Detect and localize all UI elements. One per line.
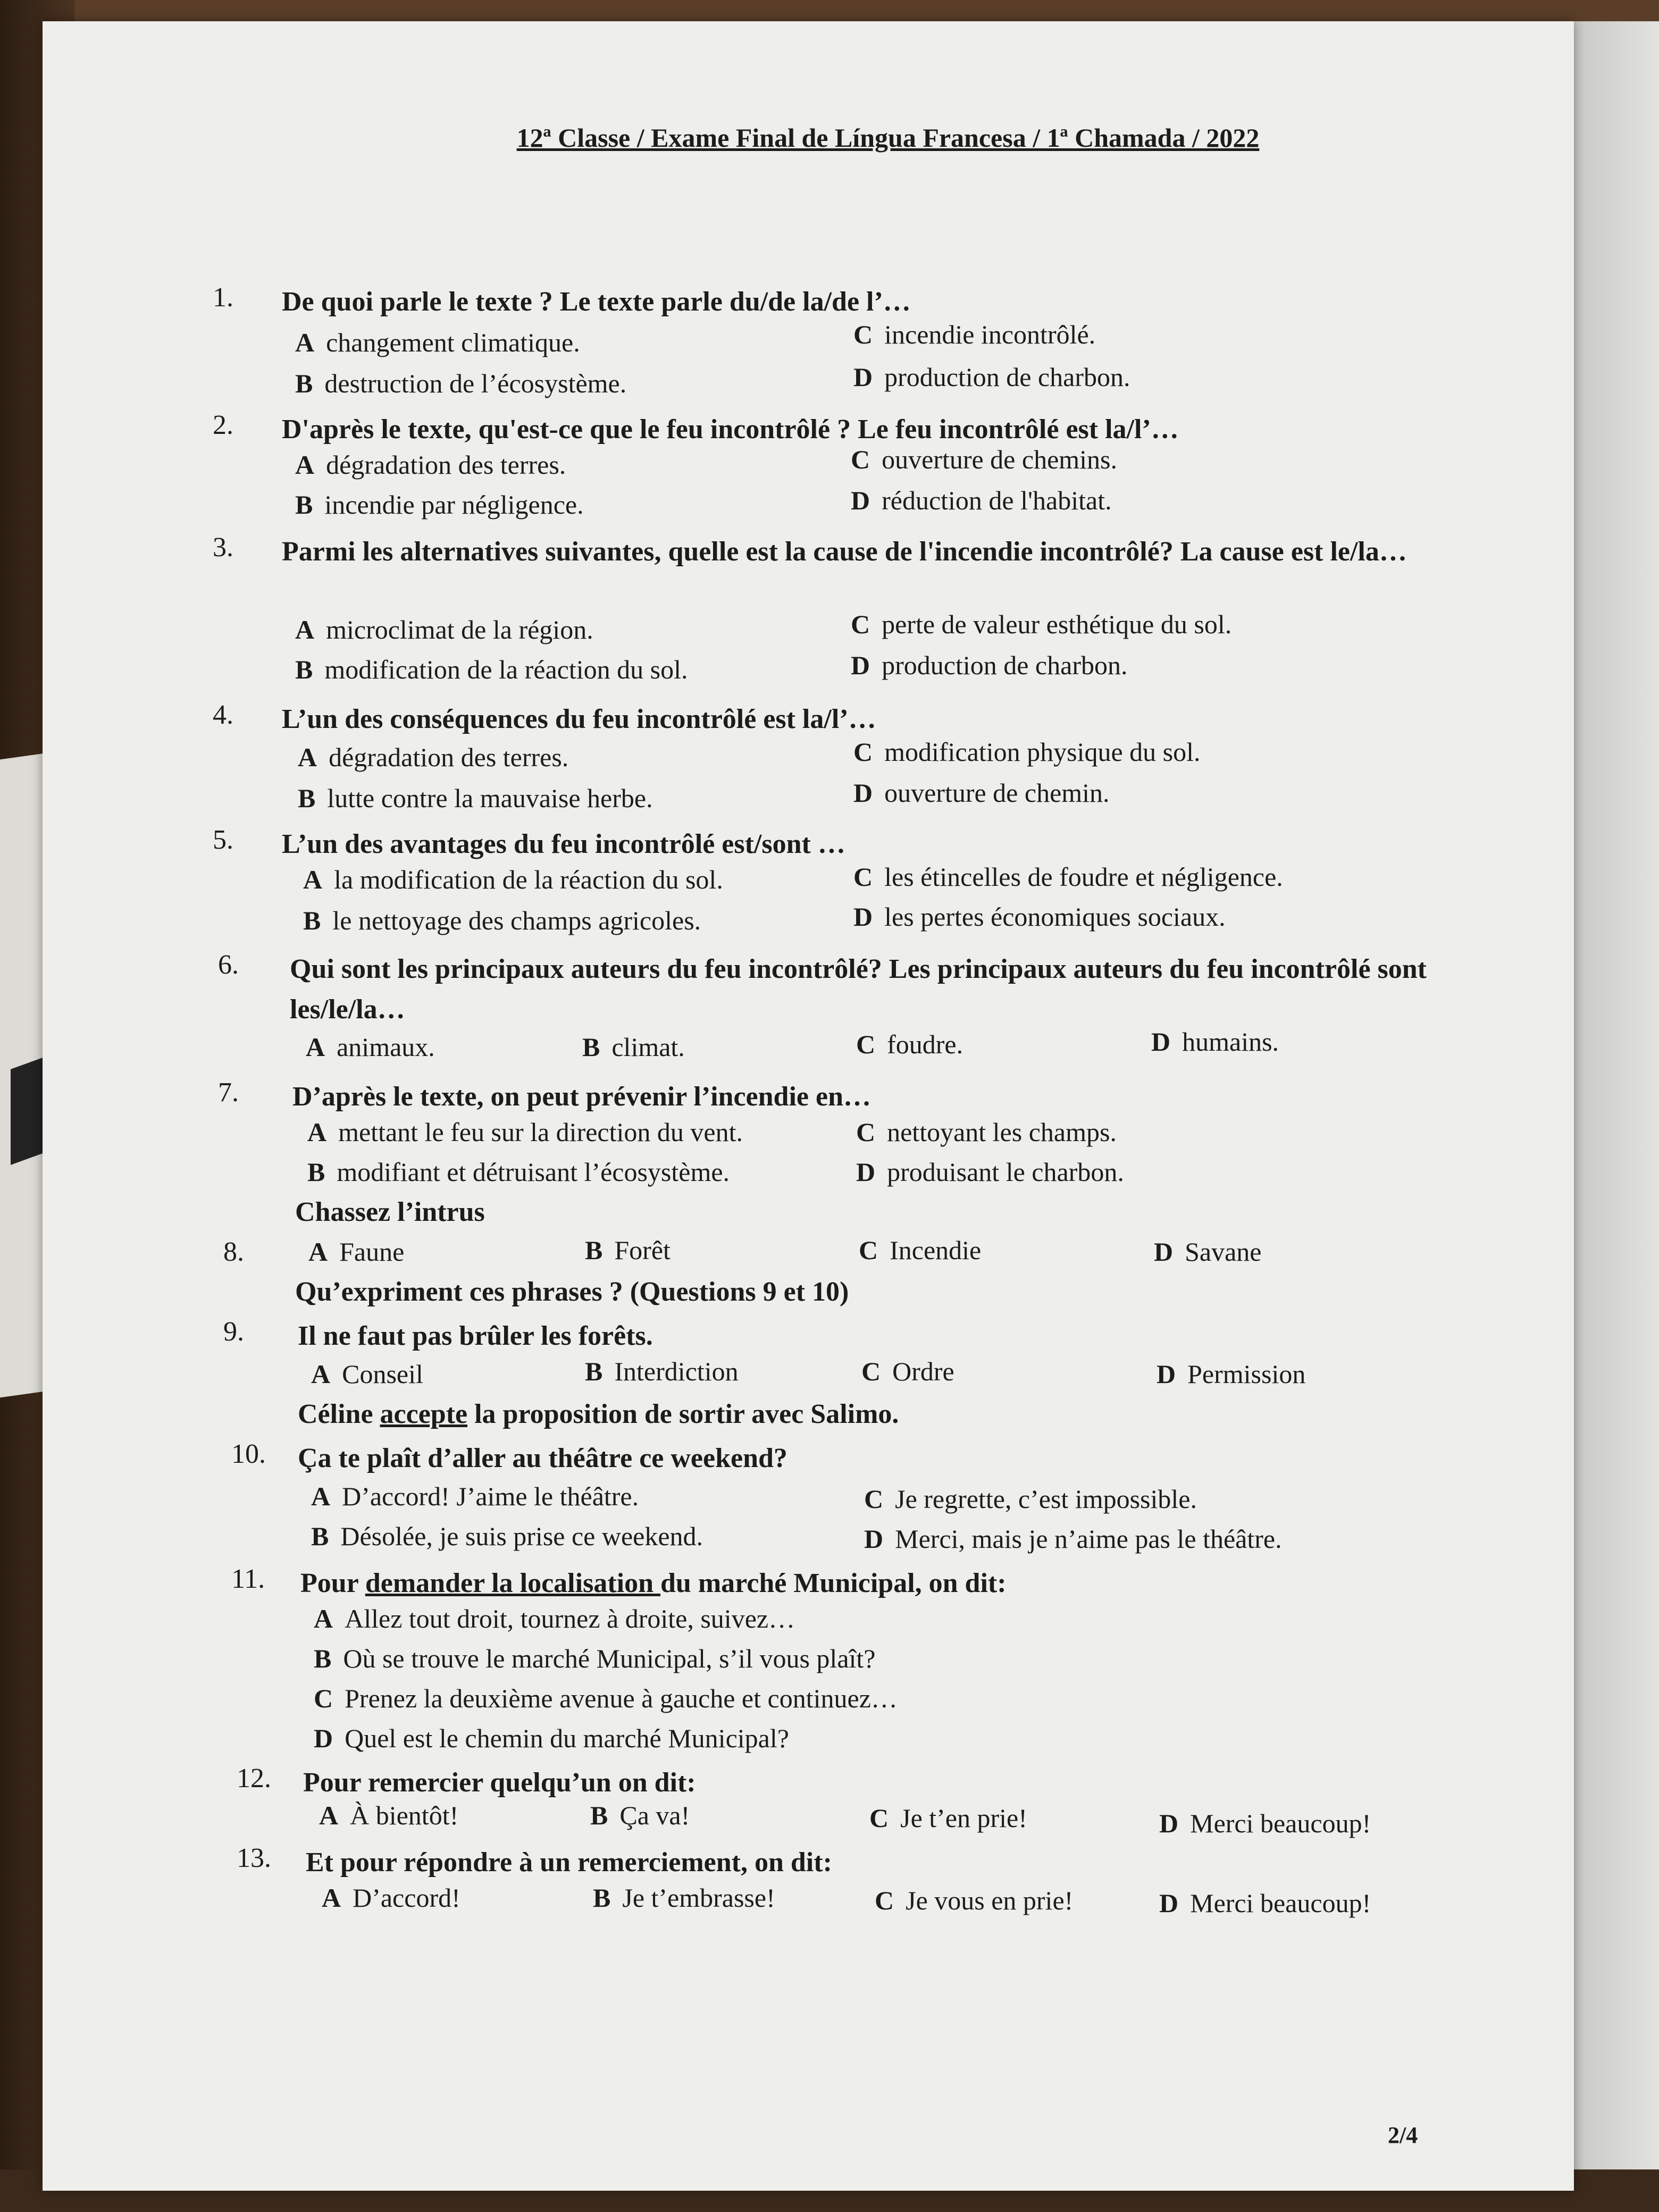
question-number: 3.	[213, 532, 233, 563]
option-d	[1154, 1236, 1262, 1267]
option-letter: B	[295, 368, 313, 398]
option-text: dégradation des terres.	[329, 742, 569, 772]
option-d	[853, 777, 1110, 808]
option-letter: C	[853, 737, 873, 767]
question-text: D'après le texte, qu'est-ce que le feu incontrôlé ? Le feu incontrôlé est la/l’…	[282, 414, 1179, 445]
option-text: humains.	[1182, 1027, 1279, 1057]
heading-part: Céline	[298, 1399, 380, 1429]
option-c	[859, 1235, 981, 1266]
option-text: Interdiction	[614, 1356, 739, 1386]
option-a	[311, 1359, 423, 1389]
option-a	[308, 1236, 404, 1267]
option-c	[864, 1484, 1197, 1514]
section-heading-celine	[298, 1398, 899, 1430]
question-number: 2.	[213, 410, 233, 440]
section-heading-intrus: Chassez l’intrus	[295, 1197, 485, 1227]
option-letter: C	[851, 609, 870, 639]
option-letter: C	[861, 1356, 881, 1386]
option-letter: D	[314, 1723, 333, 1753]
option-c	[875, 1885, 1073, 1916]
option-letter: B	[593, 1883, 611, 1913]
option-letter: D	[851, 485, 870, 515]
option-a	[298, 742, 568, 773]
option-text: Merci beaucoup!	[1190, 1808, 1371, 1838]
question-text: L’un des avantages du feu incontrôlé est/sont …	[282, 829, 845, 859]
option-letter: D	[1157, 1359, 1176, 1389]
option-b	[298, 783, 653, 814]
option-text: perte de valeur esthétique du sol.	[882, 609, 1232, 639]
option-d	[1159, 1808, 1371, 1839]
option-letter: B	[585, 1356, 603, 1386]
option-c	[853, 319, 1095, 350]
option-letter: A	[311, 1359, 331, 1389]
option-d	[864, 1523, 1282, 1554]
option-text: Forêt	[614, 1235, 671, 1265]
question-number: 13.	[237, 1843, 271, 1873]
option-text: Ça va!	[619, 1800, 690, 1830]
option-text: animaux.	[337, 1032, 435, 1062]
option-text: ouverture de chemin.	[884, 778, 1110, 808]
option-letter: A	[295, 615, 315, 644]
option-text: modifiant et détruisant l’écosystème.	[337, 1157, 730, 1187]
option-letter: B	[314, 1644, 332, 1673]
option-a	[295, 449, 566, 480]
question-number: 1.	[213, 282, 233, 313]
option-a	[322, 1882, 460, 1913]
background-mark	[11, 1058, 43, 1165]
option-letter: B	[585, 1235, 603, 1265]
option-text: Permission	[1187, 1359, 1306, 1389]
question-text: Qui sont les principaux auteurs du feu incontrôlé? Les principaux auteurs du feu incontrôlé sont les/le/la…	[290, 954, 1427, 1025]
option-letter: C	[864, 1484, 884, 1514]
option-letter: D	[853, 902, 873, 932]
option-text: changement climatique.	[326, 328, 580, 357]
option-b	[295, 489, 584, 520]
option-letter: A	[306, 1032, 325, 1062]
option-text: incendie par négligence.	[324, 490, 584, 520]
option-b	[295, 368, 626, 399]
option-text: Je regrette, c’est impossible.	[895, 1484, 1197, 1514]
question-number: 5.	[213, 825, 233, 855]
option-c	[869, 1803, 1027, 1833]
option-letter: A	[308, 1237, 328, 1267]
option-a	[311, 1481, 639, 1512]
option-letter: B	[303, 906, 321, 935]
option-text: la modification de la réaction du sol.	[334, 865, 723, 894]
option-d	[853, 901, 1226, 932]
adjacent-page	[1574, 21, 1659, 2201]
option-letter: B	[582, 1032, 600, 1062]
option-text: incendie incontrôlé.	[884, 320, 1096, 349]
option-d	[1159, 1888, 1371, 1918]
question-text: Il ne faut pas brûler les forêts.	[298, 1321, 653, 1351]
heading-part: la proposition de sortir avec Salimo.	[467, 1399, 899, 1429]
option-letter: C	[875, 1886, 894, 1915]
option-letter: A	[322, 1883, 341, 1913]
question-text: De quoi parle le texte ? Le texte parle du/de la/de l’…	[282, 287, 911, 317]
section-heading-phrases: Qu’expriment ces phrases ? (Questions 9 et 10)	[295, 1277, 849, 1307]
question-text-part: Pour	[300, 1568, 365, 1598]
question-text: L’un des conséquences du feu incontrôlé est la/l’…	[282, 704, 876, 734]
option-a	[306, 1032, 435, 1062]
option-letter: D	[853, 778, 873, 808]
option-text: Je t’en prie!	[900, 1803, 1027, 1833]
question-text: Pour remercier quelqu’un on dit:	[303, 1767, 696, 1798]
option-text: Prenez la deuxième avenue à gauche et continuez…	[345, 1683, 898, 1713]
option-letter: D	[864, 1524, 884, 1554]
option-text: modification de la réaction du sol.	[324, 655, 688, 684]
question-number: 10.	[231, 1439, 266, 1469]
option-text: modification physique du sol.	[884, 737, 1201, 767]
option-b	[311, 1521, 703, 1552]
option-letter: B	[298, 783, 316, 813]
option-letter: D	[1159, 1808, 1179, 1838]
option-c	[851, 609, 1231, 640]
option-text: production de charbon.	[884, 362, 1130, 392]
question-number: 11.	[231, 1564, 265, 1594]
option-letter: C	[869, 1803, 889, 1833]
option-text: Merci beaucoup!	[1190, 1888, 1371, 1918]
option-b	[582, 1032, 685, 1062]
option-letter: B	[295, 655, 313, 684]
option-letter: A	[307, 1117, 327, 1147]
option-text: Où se trouve le marché Municipal, s’il vous plaît?	[343, 1644, 876, 1673]
question-number: 4.	[213, 700, 233, 730]
option-d	[856, 1157, 1124, 1187]
option-text: nettoyant les champs.	[887, 1117, 1117, 1147]
option-d	[851, 485, 1112, 516]
option-letter: B	[590, 1800, 608, 1830]
option-letter: A	[314, 1604, 333, 1633]
option-letter: D	[1154, 1237, 1174, 1267]
option-text: Merci, mais je n’aime pas le théâtre.	[895, 1524, 1282, 1554]
option-d	[314, 1723, 789, 1754]
option-text: Je t’embrasse!	[622, 1883, 775, 1913]
option-text: foudre.	[887, 1029, 963, 1059]
option-b	[295, 654, 688, 685]
option-text: Je vous en prie!	[906, 1886, 1074, 1915]
option-text: Quel est le chemin du marché Municipal?	[345, 1723, 789, 1753]
option-letter: A	[319, 1800, 339, 1830]
question-number: 8.	[223, 1237, 244, 1267]
option-b	[585, 1235, 671, 1266]
option-letter: A	[311, 1481, 331, 1511]
exam-title: 12ª Classe / Exame Final de Língua Francesa / 1ª Chamada / 2022	[516, 123, 1260, 153]
option-letter: D	[1151, 1027, 1171, 1057]
option-text: réduction de l'habitat.	[882, 485, 1112, 515]
option-b	[307, 1157, 730, 1187]
option-text: climat.	[611, 1032, 685, 1062]
heading-underlined: accepte	[380, 1399, 468, 1429]
option-text: le nettoyage des champs agricoles.	[332, 906, 701, 935]
option-d	[853, 362, 1130, 392]
option-letter: C	[856, 1029, 876, 1059]
option-text: D’accord!	[353, 1883, 460, 1913]
option-a	[303, 864, 723, 895]
option-b	[585, 1356, 739, 1387]
option-letter: A	[298, 742, 317, 772]
option-letter: A	[303, 865, 323, 894]
option-b	[590, 1800, 690, 1831]
option-text: microclimat de la région.	[326, 615, 593, 644]
option-letter: B	[295, 490, 313, 520]
option-text: Conseil	[342, 1359, 423, 1389]
option-d	[851, 650, 1127, 681]
option-d	[1157, 1359, 1305, 1389]
question-text: D’après le texte, on peut prévenir l’incendie en…	[292, 1082, 871, 1112]
option-letter: D	[851, 650, 870, 680]
question-number: 6.	[218, 950, 239, 980]
option-a	[314, 1603, 795, 1634]
option-a	[319, 1800, 458, 1831]
option-letter: C	[851, 445, 870, 474]
option-letter: C	[856, 1117, 876, 1147]
option-text: destruction de l’écosystème.	[324, 368, 627, 398]
option-text: Incendie	[890, 1235, 982, 1265]
option-letter: A	[295, 328, 315, 357]
option-letter: C	[853, 862, 873, 892]
option-text: lutte contre la mauvaise herbe.	[327, 783, 653, 813]
option-text: Ordre	[892, 1356, 954, 1386]
option-letter: B	[311, 1521, 329, 1551]
option-b	[303, 905, 701, 936]
option-c	[853, 861, 1283, 892]
option-letter: D	[856, 1157, 876, 1187]
question-number: 7.	[218, 1077, 239, 1108]
option-c	[856, 1029, 963, 1060]
option-text: Allez tout droit, tournez à droite, suivez…	[345, 1604, 795, 1633]
exam-page	[43, 21, 1574, 2191]
option-letter: D	[853, 362, 873, 392]
question-text: Parmi les alternatives suivantes, quelle est la cause de l'incendie incontrôlé? La cause est le/la…	[282, 537, 1407, 567]
option-a	[307, 1117, 743, 1147]
option-c	[856, 1117, 1117, 1147]
question-text: Ça te plaît d’aller au théâtre ce weekend?	[298, 1443, 787, 1473]
option-a	[295, 327, 580, 358]
option-letter: C	[853, 320, 873, 349]
question-text	[300, 1563, 1470, 1604]
option-text: D’accord! J’aime le théâtre.	[342, 1481, 639, 1511]
option-text: dégradation des terres.	[326, 450, 566, 480]
page-number: 2/4	[1388, 2122, 1418, 2148]
option-text: produisant le charbon.	[887, 1157, 1124, 1187]
option-text: ouverture de chemins.	[882, 445, 1118, 474]
question-number: 9.	[223, 1317, 244, 1347]
option-letter: B	[307, 1157, 325, 1187]
option-c	[851, 444, 1117, 475]
option-letter: D	[1159, 1888, 1179, 1918]
question-text-underlined: demander la localisation	[365, 1568, 660, 1598]
option-d	[1151, 1026, 1279, 1057]
option-a	[295, 614, 593, 645]
option-c	[861, 1356, 954, 1387]
question-text: Et pour répondre à un remerciement, on dit:	[306, 1847, 832, 1878]
question-text-part: du marché Municipal, on dit:	[660, 1568, 1007, 1598]
option-b	[314, 1643, 875, 1674]
option-text: mettant le feu sur la direction du vent.	[338, 1117, 743, 1147]
option-letter: A	[295, 450, 315, 480]
option-c	[314, 1683, 898, 1714]
question-number: 12.	[237, 1763, 271, 1794]
option-text: Faune	[339, 1237, 405, 1267]
option-text: les pertes économiques sociaux.	[884, 902, 1226, 932]
option-text: Savane	[1185, 1237, 1262, 1267]
option-b	[593, 1882, 775, 1913]
option-letter: C	[314, 1683, 333, 1713]
option-letter: C	[859, 1235, 878, 1265]
option-text: Désolée, je suis prise ce weekend.	[340, 1521, 703, 1551]
option-text: À bientôt!	[350, 1800, 459, 1830]
option-text: production de charbon.	[882, 650, 1128, 680]
option-c	[853, 736, 1201, 767]
option-text: les étincelles de foudre et négligence.	[884, 862, 1283, 892]
